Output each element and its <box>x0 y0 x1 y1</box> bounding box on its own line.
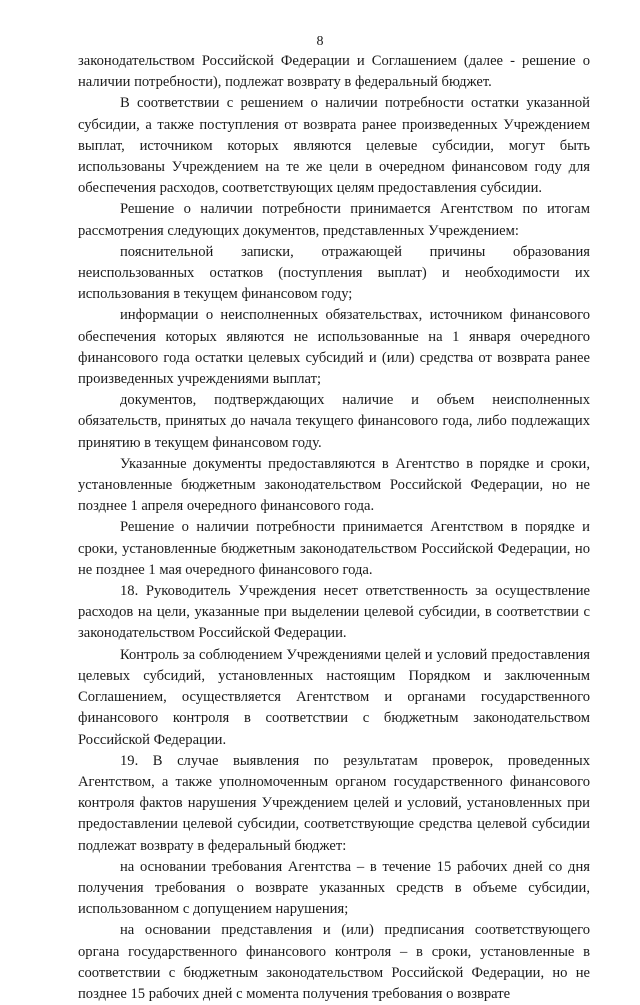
paragraph: 19. В случае выявления по результатам проверок, проведенных Агентством, а также уполномоченным органом государственного финансового контроля фактов нарушения Учреждением целей и условий, установленных при предоставлении целевой субсидии, соответствующие средства целевой субсидии подлежат возврату в федеральный бюджет: <box>78 752 590 854</box>
paragraph: пояснительной записки, отражающей причины образования неиспользованных остатков (поступления выплат) и необходимости их использования в текущем финансовом году; <box>78 243 590 303</box>
paragraph: Решение о наличии потребности принимается Агентством в порядке и сроки, установленные бюджетным законодательством Российской Федерации, но не позднее 1 мая очередного финансового года. <box>78 519 590 578</box>
document-body <box>78 51 590 1005</box>
paragraph: В соответствии с решением о наличии потребности остатки указанной субсидии, а также поступления от возврата ранее произведенных Учреждением выплат, источником которых являются целевые субсидии, могут быть использованы Учреждением на те же цели в очередном финансовом году для обеспечения расходов, соответствующих целям предоставления субсидии. <box>78 95 590 197</box>
paragraph: 18. Руководитель Учреждения несет ответственность за осуществление расходов на цели, указанные при выделении целевой субсидии, в соответствии с законодательством Российской Федерации. <box>78 583 590 642</box>
paragraph: Указанные документы предоставляются в Агентство в порядке и сроки, установленные бюджетным законодательством Российской Федерации, но не позднее 1 апреля очередного финансового года. <box>78 455 590 515</box>
paragraph: документов, подтверждающих наличие и объем неисполненных обязательств, принятых до начала текущего финансового года, либо подлежащих принятию в текущем финансовом году. <box>78 392 590 451</box>
paragraph: Контроль за соблюдением Учреждениями целей и условий предоставления целевых субсидий, установленных настоящим Порядком и заключенным Соглашением, осуществляется Агентством и органами государственного финансового контроля в соответствии с бюджетным законодательством Российской Федерации. <box>78 646 590 748</box>
paragraph: на основании требования Агентства – в течение 15 рабочих дней со дня получения требования о возврате указанных средств в объеме субсидии, использованном с допущением нарушения; <box>78 858 590 918</box>
paragraph: информации о неисполненных обязательствах, источником финансового обеспечения которых являются не использованные на 1 января очередного финансового года остатки целевых субсидий и (или) средства от возврата ранее произведенных учреждениями выплат; <box>78 307 590 388</box>
paragraph: на основании представления и (или) предписания соответствующего органа государственного финансового контроля – в сроки, установленные в соответствии с бюджетным законодательством Российской Федерации, но не позднее 15 рабочих дней с момента получения требования о возврате <box>78 922 590 1002</box>
page-number: 8 <box>316 34 324 49</box>
paragraph: законодательством Российской Федерации и Соглашением (далее - решение о наличии потребности), подлежат возврату в федеральный бюджет. <box>78 53 590 91</box>
paragraph: Решение о наличии потребности принимается Агентством по итогам рассмотрения следующих документов, представленных Учреждением: <box>78 201 590 239</box>
